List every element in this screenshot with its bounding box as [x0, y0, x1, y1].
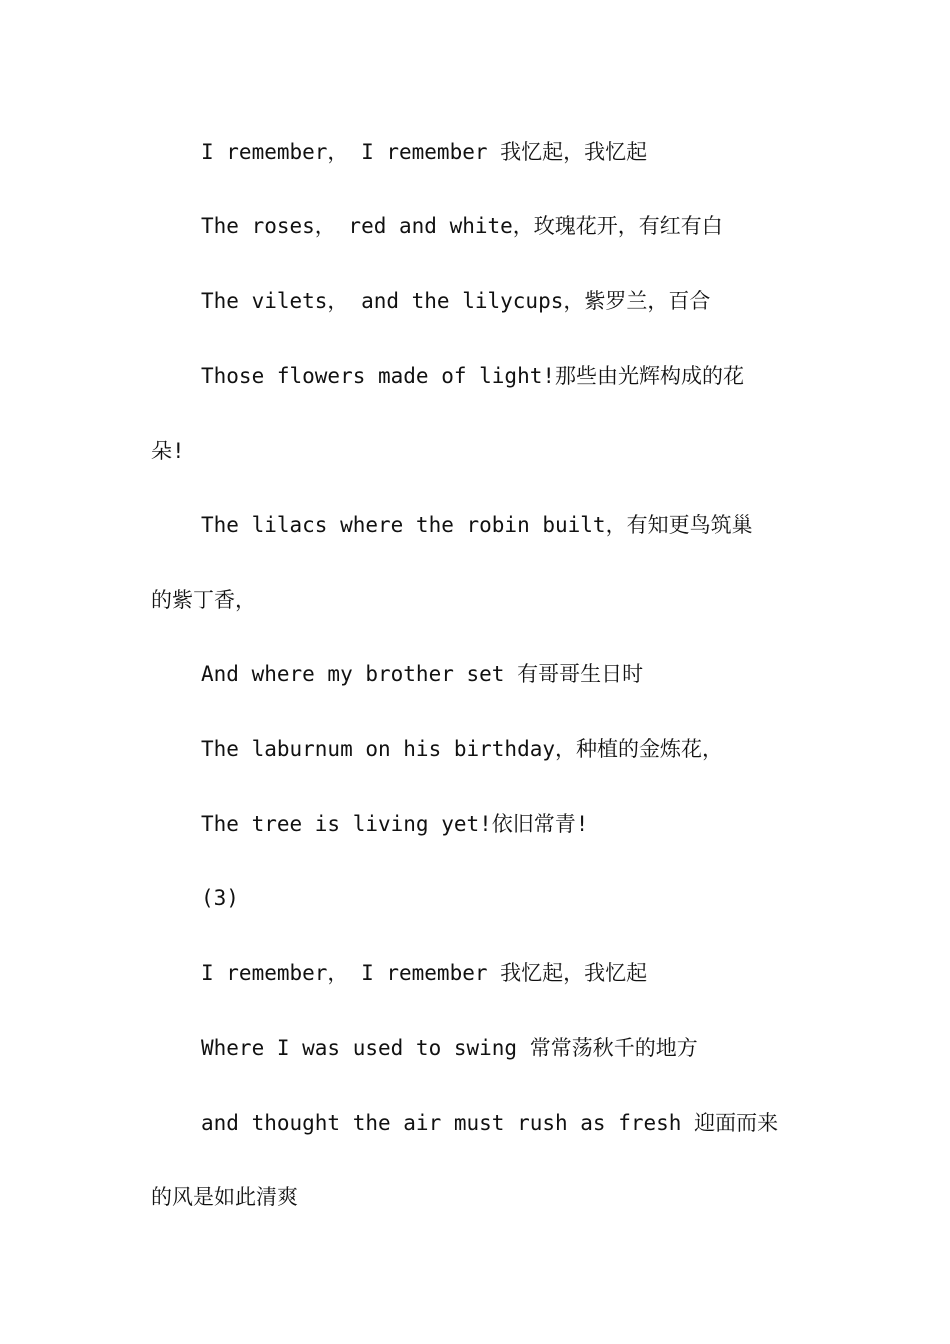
section-number: (3) [201, 886, 239, 910]
text-line: And where my brother set 有哥哥生日时 [201, 662, 644, 686]
text-line: The vilets， and the lilycups，紫罗兰，百合 [201, 289, 711, 313]
text-line: I remember， I remember 我忆起，我忆起 [201, 140, 648, 164]
text-line: and thought the air must rush as fresh 迎面而来 [201, 1111, 779, 1135]
text-line: I remember， I remember 我忆起，我忆起 [201, 961, 648, 985]
text-line: Where I was used to swing 常常荡秋千的地方 [201, 1036, 698, 1060]
text-line: The laburnum on his birthday，种植的金炼花， [201, 737, 724, 761]
text-line: The tree is living yet!依旧常青! [201, 812, 589, 836]
text-line-continuation: 的风是如此清爽 [151, 1185, 298, 1209]
text-line-continuation: 朵! [151, 439, 185, 463]
text-line: The roses， red and white，玫瑰花开，有红有白 [201, 214, 723, 238]
text-line-continuation: 的紫丁香， [151, 588, 256, 612]
text-line: Those flowers made of light!那些由光辉构成的花 [201, 364, 745, 388]
text-line: The lilacs where the robin built，有知更鸟筑巢 [201, 513, 753, 537]
